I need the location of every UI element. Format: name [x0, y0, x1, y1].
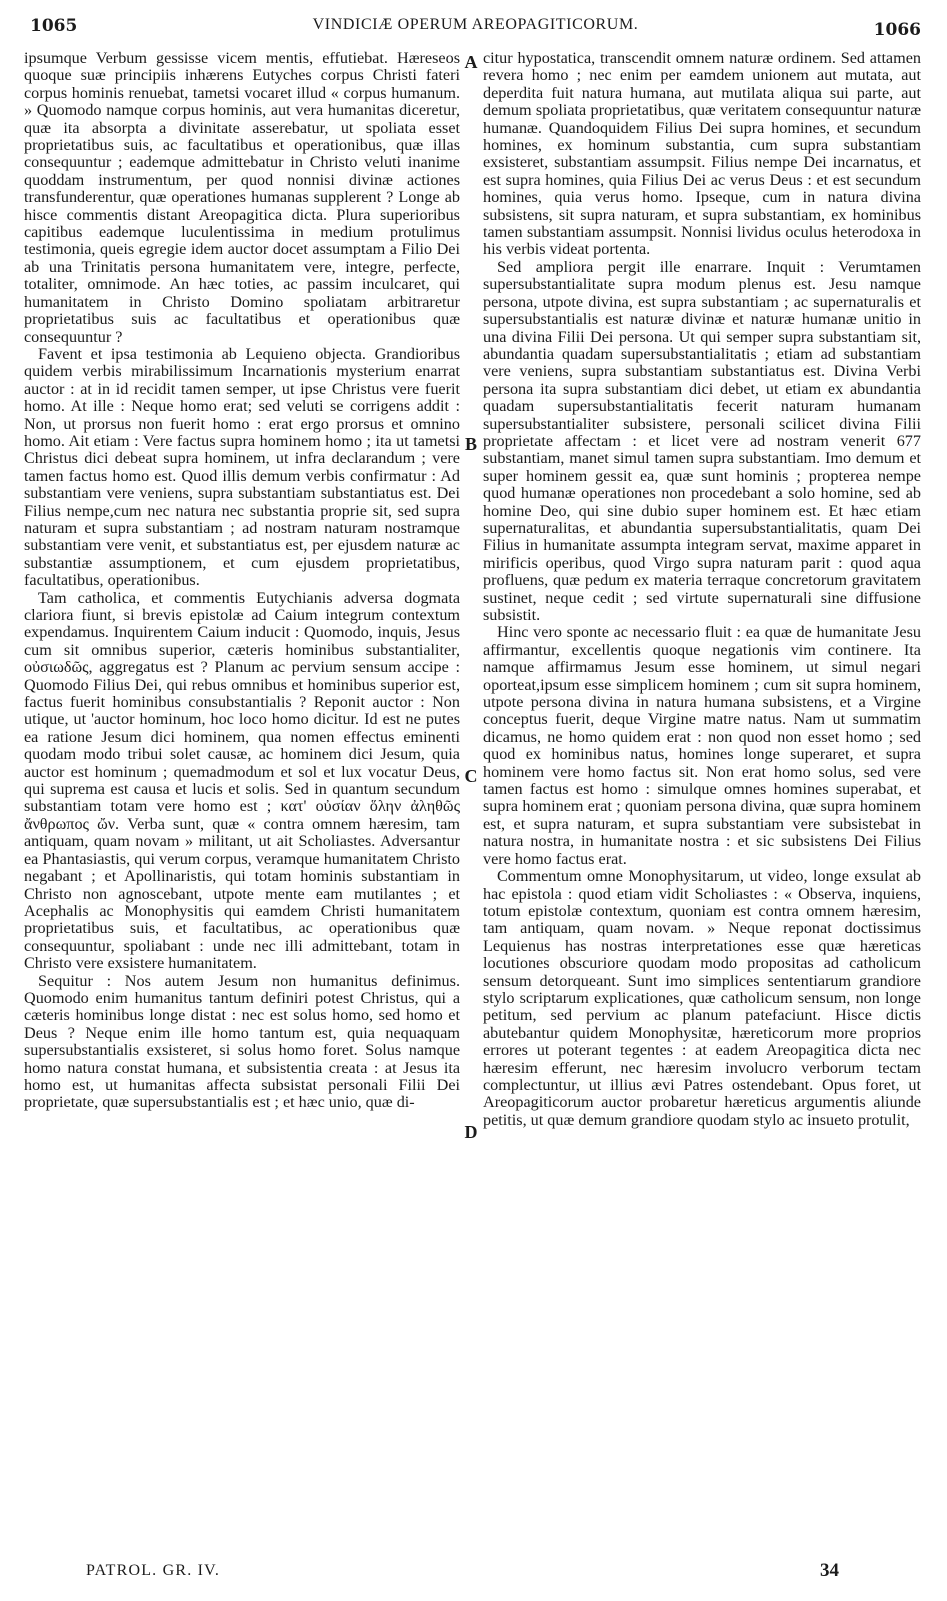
section-marker-b: B	[464, 434, 477, 454]
page-footer	[86, 1558, 839, 1586]
footer-sheet-number: 34	[820, 1560, 839, 1581]
running-title: VINDICIÆ OPERUM AREOPAGITICORUM.	[312, 16, 639, 33]
page-number-left: 1065	[30, 16, 78, 36]
left-column	[24, 50, 460, 1570]
right-column	[483, 50, 921, 1570]
paragraph: Tam catholica, et commentis Eutychianis adversa dogmata clariora fiunt, si brevis epistolæ ad Caium integrum contextum expendamus. Inquirentem Caium inducit : Quomodo, inquis, Jesus cum sit omnibus superior, cæteris hominibus substantialiter, οὐσιωδῶς, aggregatus est ? Planum ac pervium sensum accipe : Quomodo Filius Dei, qui rebus omnibus et hominibus superior est, factus fuerit hominibus consubstantialis ? Reponit auctor : Non utique, ut 'auctor hominum, hoc loco homo dicitur. Id est ne putes ea ratione Jesum dici hominem, qua nomen effectus eminenti quodam modo tribui solet causæ, ac hominem dici Jesum, quia auctor est hominum ; quemadmodum et sol et lux vocatur Deus, qui suprema est causa et lucis et solis. Sed in quantum secundum substantiam totam vere homo est ; κατ' οὐσίαν ὅλην ἀληθῶς ἄνθρωπος ὤν. Verba sunt, quæ « contra omnem hæresim, tam antiquam, quam novam » militant, ut ait Scholiastes. Adversantur ea Phantasiastis, qui verum corpus, veramque humanitatem Christo negabant ; et Apollinaristis, qui totam hominis substantiam in Christo non agnoscebant, utpote mente eam mutilantes ; et Acephalis ac Monophysitis qui eamdem Christi humanitatem proprietatibus suis, et facultatibus, ac operationibus quæ consequuntur, spoliabant : unde nec illi admittebant, totam in Christo vere exsistere humanitatem.	[24, 588, 460, 973]
paragraph: citur hypostatica, transcendit omnem naturæ ordinem. Sed attamen revera homo ; nec enim per eamdem unionem aut mutata, aut deperdita fuit natura humana, aut mutilata aliqua sui parte, aut demum spoliata proprietatibus, quæ veritatem consequuntur naturæ humanæ. Quandoquidem Filius Dei supra homines, et secundum homines, ex hominum substantia, cum supra substantiam exsisteret, substantiam assumpsit. Filius nempe Dei incarnatus, et est supra homines, quia Filius Dei ac verus Deus : et est secundum homines, quia verus homo. Ipseque, cum in natura divina subsistens, sit supra naturam, et supra substantiam, ex hominibus tamen substantiam assumpsit. Nonnisi lividus oculus heterodoxa in his verbis videat portenta.	[483, 50, 921, 259]
running-header	[30, 14, 921, 38]
section-marker-d: D	[464, 1122, 478, 1142]
section-marker-c: C	[464, 766, 478, 786]
paragraph: Favent et ipsa testimonia ab Lequieno objecta. Grandioribus quidem verbis mirabilissimum Incarnationis mysterium enarrat auctor : at in id recidit tamen semper, ut ipse Christus vere fuerit homo. At ille : Neque homo erat; sed veluti se corrigens addit : Non, ut prorsus non fuerit homo : erat ergo prorsus et omnino homo. Ait etiam : Vere factus supra hominem homo ; ita ut tametsi Christus dici debeat supra hominem, ut infra declarandum ; vere tamen factus homo est. Quod illis demum verbis confirmatur : Ad substantiam vere veniens, supra substantiam substantiatus est. Dei Filius nempe,cum nec natura nec substantia proprie sit, sed supra naturam et supra substantiam ; ad nostram naturam nostramque substantiam vere venit, et substantiatus est, per ejusdem naturæ ac substantiæ assumptionem, et cum ejusdem proprietatibus, facultatibus, operationibus.	[24, 344, 460, 590]
paragraph: Sequitur : Nos autem Jesum non humanitus definimus. Quomodo enim humanitus tantum definiri potest Christus, qui a cæteris hominibus longe distat : nec est solus homo, sed homo et Deus ? Neque enim ille homo tantum est, quia nequaquam supersubstantialis exsisteret, si solus homo foret. Solus namque homo natura constat humana, et subsistentia creata : at Jesus ita homo est, ut humanitas affecta subsistat personali Filii Dei proprietate, quæ supersubstantialis est ; et hæc unio, quæ di-	[24, 971, 460, 1112]
paragraph: Hinc vero sponte ac necessario fluit : ea quæ de humanitate Jesu affirmantur, excellentis quoque negationis vim continere. Ita namque affirmamus Jesum esse hominem, ut simul negari oporteat,ipsum esse simplicem hominem ; cum sit supra hominem, utpote persona divina in natura humana subsistens, et a Virgine conceptus fuerit, deque Virgine matre natus. Nam ut summatim dicamus, ne homo quidem erat : non quod non esset homo ; sed quod ex hominibus natus, homines longe superaret, et supra hominem vere homo factus sit. Non erat homo solus, sed vere tamen factus est homo : simulque omnes homines superabat, et supra hominem erat ; quoniam persona divina, quæ supra hominem est, et supra naturam, et supra substantiam vere subsistebat in natura nostra, in humanitate nostra : et sic subsistens Dei Filius vere homo factus erat.	[483, 623, 921, 868]
paragraph: Commentum omne Monophysitarum, ut video, longe exsulat ab hac epistola : quod etiam vidit Scholiastes : « Observa, inquiens, totum epistolæ contextum, quoniam est contra omnem hæresim, tam antiquam, quam novam. » Neque reponat doctissimus Lequienus has nostras interpretationes esse quæ hæreticas locutiones obscuriore quodam modo propositas ad catholicum sensum detorqueant. Sunt imo simplices sententiarum grandiore stylo scriptarum explicationes, quæ catholicum sensum, non longe petitum, sed pervium ac planum patefaciunt. Hisce dictis abutebantur quidem Monophysitæ, hæreticorum more proprios errores ut poterant tegentes : at eadem Areopagitica dicta nec hæresim efferunt, nec hæresim involucro verborum tectam complectuntur, ut illius ævi Patres ostendebant. Opus foret, ut Areopagiticorum auctor probaretur hæreticus argumentis aliunde petitis, ut quæ demum grandiore quodam stylo ac insueto protulit,	[483, 867, 921, 1129]
footer-signature: PATROL. GR. IV.	[86, 1562, 221, 1579]
page-number-right: 1066	[873, 20, 921, 40]
section-marker-a: A	[464, 52, 478, 72]
paragraph: ipsumque Verbum gessisse vicem mentis, effutiebat. Hæreseos quoque suæ principiis inhærens Eutyches corpus Christi fateri corpus hominis renuebat, tametsi vocaret illud « corpus humanum. » Quomodo namque corpus hominis, aut vera humanitas diceretur, quæ ita absorpta a divinitate asserebatur, ut spoliata esset proprietatibus suis, ac facultatibus et operationibus, quæ illas consequuntur ; eademque admittebatur in Christo veluti inanime quoddam instrumentum, per quod nonnisi divinæ actiones transfunderentur, quæ operationes humanas supplerent ? Longe ab hisce commentis distant Areopagitica dicta. Plura superioribus capitibus eademque luculentissima in medium protulimus testimonia, queis egregie idem auctor docet assumptam a Filio Dei ab una Trinitatis persona humanitatem vere, integre, perfecte, totaliter, omnimode. An hæc toties, ac passim inculcaret, qui humanitatem in Christo Domino spoliatam arbitraretur proprietatibus suis ac facultatibus et operationibus quæ consequuntur ?	[24, 50, 460, 346]
paragraph: Sed ampliora pergit ille enarrare. Inquit : Verumtamen supersubstantialitate supra modum plenus est. Jesu namque persona, utpote divina, est supra substantiam ; ac supernaturalis et supersubstantialis est naturæ divinæ et naturæ humanæ unitio in una divina Filii Dei persona. Ut qui semper supra substantiam sit, abundantia quadam supersubstantialitatis ; etiam ad substantiam vere veniens, supra substantiam substantiatus est. Divina Verbi persona ita supra substantiam dici debet, ut etiam ex abundantia quadam supersubstantialitatis fecerit naturam humanam supersubstantialiter subsistere, personali scilicet divina Filii proprietate affectam : et licet vere ad nostram venerit 677 substantiam, manet simul tamen supra substantiam. Imo demum et super hominem gessit ea, quæ sunt hominis ; propterea nempe quod humanæ operationes non procedebant a solo homine, sed ab homine Deo, qui sine dubio super hominem est. Et hæc etiam supernaturalitas, et abundantia supersubstantialitatis, quam Dei Filius in humanitate assumpta integram servat, maxime apparet in mirificis operibus, quod Virgo supra naturam parit : quod aqua profluens, quæ pedum ex materia terraque concretorum gravitatem sustinet, neque cedit ; sed virtute supernaturali sine diffusione subsistit.	[483, 257, 921, 624]
